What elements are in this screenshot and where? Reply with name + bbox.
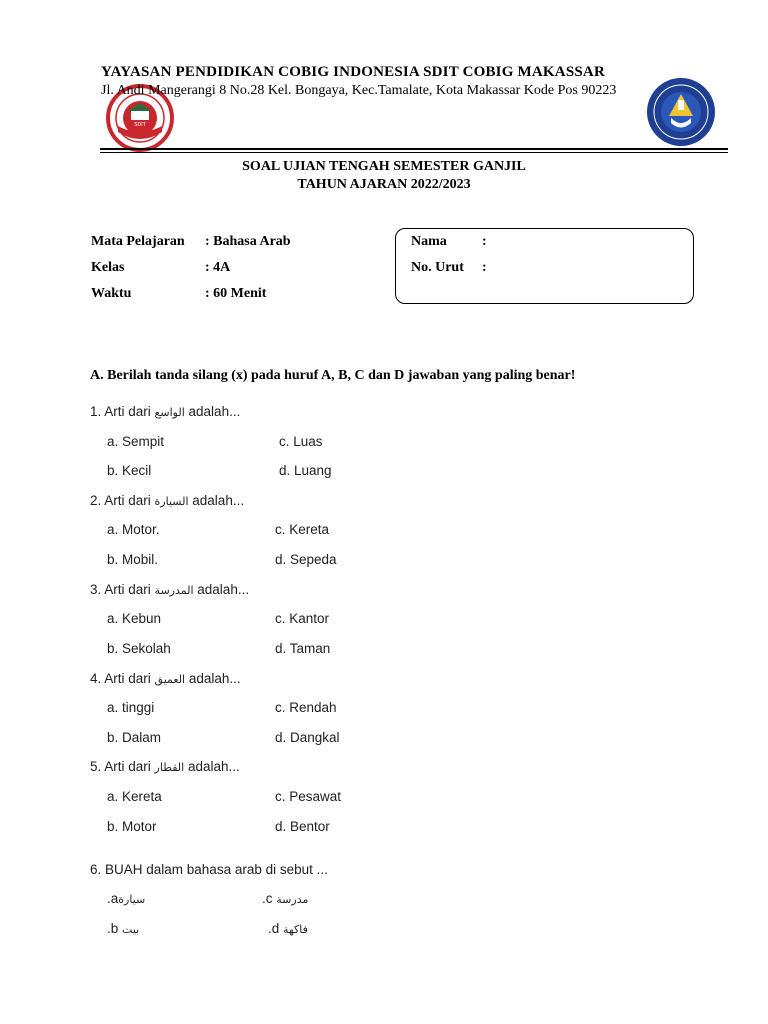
- question-suffix: adalah...: [187, 759, 240, 774]
- question-prefix: 4. Arti dari: [90, 671, 151, 686]
- question: [90, 759, 240, 774]
- option-arabic: سيارة: [118, 893, 146, 906]
- exam-title: SOAL UJIAN TENGAH SEMESTER GANJIL: [242, 159, 526, 174]
- question-prefix: 1. Arti dari: [90, 404, 151, 419]
- question-suffix: adalah...: [188, 404, 241, 419]
- option-c[interactable]: [262, 891, 308, 906]
- header-rule-thin: [100, 152, 728, 153]
- question-arabic-word: الواسع: [154, 406, 185, 419]
- question-suffix: adalah...: [197, 582, 250, 597]
- time-label: Waktu: [91, 286, 132, 301]
- subject-label: Mata Pelajaran: [91, 234, 185, 249]
- option-b[interactable]: b. Dalam: [107, 730, 162, 745]
- question-arabic-word: المدرسة: [154, 584, 194, 597]
- option-c[interactable]: c. Pesawat: [275, 789, 342, 804]
- option-c[interactable]: c. Luas: [279, 434, 323, 449]
- header-rule-thick: [100, 148, 728, 150]
- option-d[interactable]: [268, 921, 308, 936]
- option-a[interactable]: [107, 891, 145, 906]
- option-a[interactable]: a. tinggi: [107, 700, 155, 715]
- option-a[interactable]: a. Motor.: [107, 522, 160, 537]
- question: [90, 404, 240, 419]
- option-d[interactable]: d. Dangkal: [275, 730, 340, 745]
- option-b[interactable]: b. Sekolah: [107, 641, 171, 656]
- name-label: Nama: [411, 234, 447, 249]
- option-b[interactable]: b. Motor: [107, 819, 157, 834]
- question: 6. BUAH dalam bahasa arab di sebut ...: [90, 862, 328, 877]
- question-arabic-word: السيارة: [154, 495, 189, 508]
- option-b[interactable]: b. Mobil.: [107, 552, 159, 567]
- option-a[interactable]: a. Kebun: [107, 611, 162, 626]
- class-label: Kelas: [91, 260, 125, 275]
- class-value: : 4A: [205, 260, 231, 275]
- question-arabic-word: القطار: [154, 761, 185, 774]
- tut-wuri-handayani-emblem-icon: [645, 76, 717, 148]
- question-prefix: 2. Arti dari: [90, 493, 151, 508]
- number-label: No. Urut: [411, 260, 464, 275]
- option-letter: .d: [268, 921, 280, 936]
- question: [90, 493, 244, 508]
- number-colon: :: [482, 260, 487, 275]
- option-arabic: مدرسة: [276, 893, 309, 906]
- question-prefix: 3. Arti dari: [90, 582, 151, 597]
- option-letter: .a: [107, 891, 119, 906]
- option-a[interactable]: a. Kereta: [107, 789, 162, 804]
- question-suffix: adalah...: [188, 671, 241, 686]
- question-arabic-word: العميق: [154, 673, 186, 686]
- left-logo-label: SDIT: [134, 122, 146, 128]
- school-title: YAYASAN PENDIDIKAN COBIG INDONESIA SDIT COBIG MAKASSAR: [101, 64, 605, 80]
- option-d[interactable]: d. Taman: [275, 641, 331, 656]
- option-arabic: فاكهة: [283, 923, 308, 936]
- option-d[interactable]: d. Bentor: [275, 819, 330, 834]
- school-address: Jl. Andi Mangerangi 8 No.28 Kel. Bongaya, Kec.Tamalate, Kota Makassar Kode Pos 90223: [101, 83, 617, 98]
- subject-value: : Bahasa Arab: [205, 234, 291, 249]
- question: [90, 582, 249, 597]
- option-letter: .c: [262, 891, 273, 906]
- question: [90, 671, 241, 686]
- question-prefix: 5. Arti dari: [90, 759, 151, 774]
- option-arabic: بيت: [122, 923, 140, 936]
- time-value: : 60 Menit: [205, 286, 267, 301]
- option-b[interactable]: b. Kecil: [107, 463, 152, 478]
- section-instruction: A. Berilah tanda silang (x) pada huruf A, B, C dan D jawaban yang paling benar!: [90, 368, 576, 383]
- option-b[interactable]: [107, 921, 139, 936]
- question-suffix: adalah...: [192, 493, 245, 508]
- name-colon: :: [482, 234, 487, 249]
- option-letter: .b: [107, 921, 119, 936]
- option-c[interactable]: c. Rendah: [275, 700, 337, 715]
- option-c[interactable]: c. Kantor: [275, 611, 330, 626]
- option-a[interactable]: a. Sempit: [107, 434, 165, 449]
- option-c[interactable]: c. Kereta: [275, 522, 330, 537]
- exam-year: TAHUN AJARAN 2022/2023: [297, 177, 471, 192]
- option-d[interactable]: d. Luang: [279, 463, 332, 478]
- option-d[interactable]: d. Sepeda: [275, 552, 337, 567]
